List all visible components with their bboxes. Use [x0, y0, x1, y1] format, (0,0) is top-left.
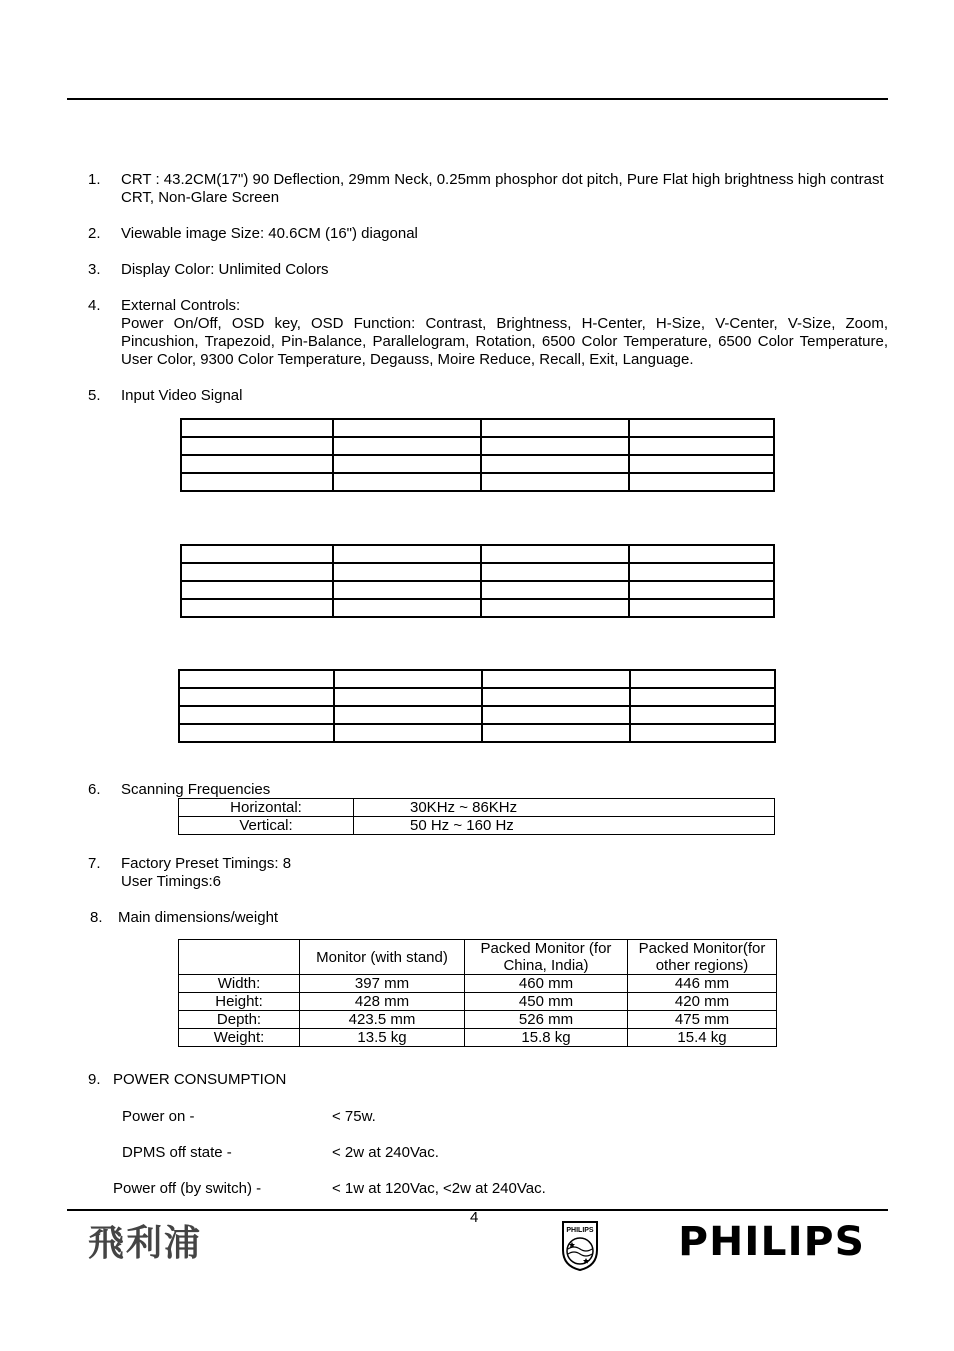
- table-row: [179, 1011, 777, 1029]
- row-label: Depth:: [179, 1011, 300, 1029]
- table-row: [179, 1029, 777, 1047]
- header-cell: [179, 940, 300, 975]
- cell: 446 mm: [628, 975, 777, 993]
- item-5-text: Input Video Signal: [121, 387, 243, 404]
- item-2-text: Viewable image Size: 40.6CM (16") diagonal: [121, 225, 418, 242]
- item-7-text: Factory Preset Timings: 8: [121, 855, 292, 872]
- scan-label: Vertical:: [179, 817, 354, 835]
- item-7-number: 7.: [88, 855, 101, 872]
- power-on-label: Power on -: [122, 1108, 195, 1125]
- philips-shield-logo: [561, 1220, 599, 1272]
- header-cell: Packed Monitor (for China, India): [465, 940, 628, 975]
- power-on-value: < 75w.: [332, 1108, 376, 1125]
- cell: 460 mm: [465, 975, 628, 993]
- item-3-number: 3.: [88, 261, 101, 278]
- chinese-brand-logo: 飛利浦: [88, 1223, 203, 1264]
- item-4-title: External Controls:: [121, 297, 241, 314]
- item-8-number: 8.: [90, 909, 103, 926]
- row-label: Width:: [179, 975, 300, 993]
- item-8-text: Main dimensions/weight: [118, 909, 279, 926]
- table-row: [179, 799, 775, 817]
- item-6-text: Scanning Frequencies: [121, 781, 271, 798]
- item-7-text2: User Timings:6: [121, 873, 222, 890]
- cell: 450 mm: [465, 993, 628, 1011]
- header-cell: Monitor (with stand): [300, 940, 465, 975]
- cell: 13.5 kg: [300, 1029, 465, 1047]
- item-1-number: 1.: [88, 171, 101, 188]
- cell: 420 mm: [628, 993, 777, 1011]
- scan-value: 50 Hz ~ 160 Hz: [354, 817, 775, 835]
- item-4-text: Power On/Off, OSD key, OSD Function: Contrast, Brightness, H-Center, H-Size, V-Center, V-Size, Zoom, Pincushion, Trapezoid, Pin-Balance, Parallelogram, Rotation, 6500 Color Temperature, 6500 Color Temperature, User Color, 9300 Color Temperature, Degauss, Moire Reduce, Recall, Exit, Language.: [121, 315, 888, 368]
- item-6-number: 6.: [88, 781, 101, 798]
- cell: 397 mm: [300, 975, 465, 993]
- row-label: Weight:: [179, 1029, 300, 1047]
- power-off-value: < 1w at 120Vac, <2w at 240Vac.: [332, 1180, 546, 1197]
- scan-value: 30KHz ~ 86KHz: [354, 799, 775, 817]
- item-9-text: POWER CONSUMPTION: [113, 1071, 287, 1088]
- cell: 15.4 kg: [628, 1029, 777, 1047]
- scanning-table: [178, 798, 775, 835]
- row-label: Height:: [179, 993, 300, 1011]
- page-number: 4: [470, 1209, 479, 1226]
- header-cell: Packed Monitor(for other regions): [628, 940, 777, 975]
- table-row: [179, 993, 777, 1011]
- table-row: [179, 817, 775, 835]
- power-off-label: Power off (by switch) -: [113, 1180, 262, 1197]
- header-rule: [67, 98, 888, 100]
- item-2-number: 2.: [88, 225, 101, 242]
- cell: 15.8 kg: [465, 1029, 628, 1047]
- cell: 526 mm: [465, 1011, 628, 1029]
- philips-wordmark-logo: PHILIPS: [678, 1219, 866, 1265]
- video-signal-table-2: [180, 544, 775, 618]
- table-header-row: [179, 940, 777, 975]
- cell: 475 mm: [628, 1011, 777, 1029]
- video-signal-table-1: [180, 418, 775, 492]
- item-1-text: CRT : 43.2CM(17") 90 Deflection, 29mm Neck, 0.25mm phosphor dot pitch, Pure Flat high brightness high contrast CRT, Non-Glare Screen: [121, 171, 884, 206]
- item-5-number: 5.: [88, 387, 101, 404]
- cell: 428 mm: [300, 993, 465, 1011]
- dimensions-table: [178, 939, 777, 1047]
- scan-label: Horizontal:: [179, 799, 354, 817]
- table-row: [179, 975, 777, 993]
- shield-text: PHILIPS: [566, 1227, 594, 1234]
- dpms-off-value: < 2w at 240Vac.: [332, 1144, 439, 1161]
- cell: 423.5 mm: [300, 1011, 465, 1029]
- video-signal-table-3: [178, 669, 776, 743]
- dpms-off-label: DPMS off state -: [122, 1144, 232, 1161]
- item-9-number: 9.: [88, 1071, 101, 1088]
- item-3-text: Display Color: Unlimited Colors: [121, 261, 329, 278]
- item-4-number: 4.: [88, 297, 101, 314]
